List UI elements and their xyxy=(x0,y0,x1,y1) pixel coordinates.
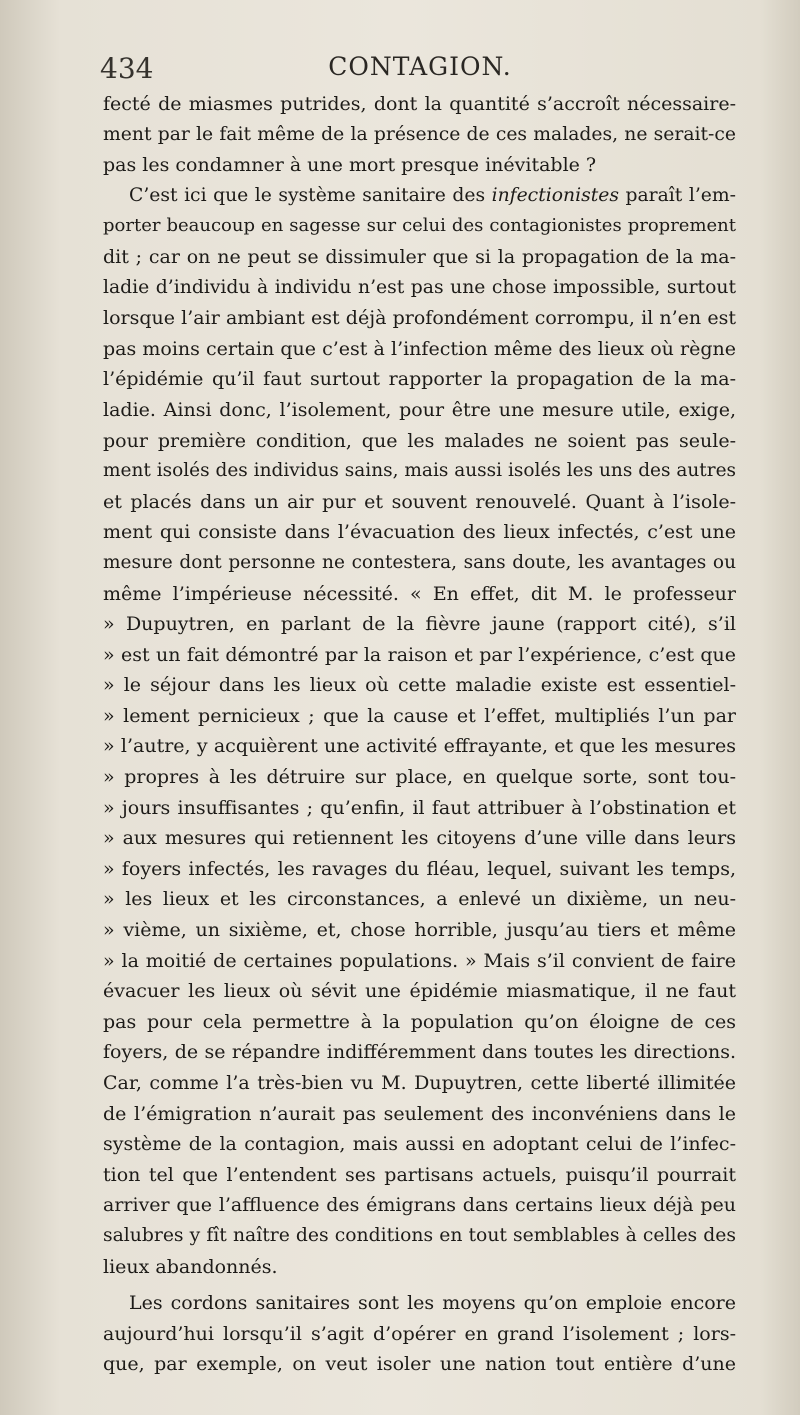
text-line: » vième, un sixième, et, chose horrible, jusqu’au tiers et même xyxy=(103,919,736,942)
text-line: lorsque l’air ambiant est déjà profondément corrompu, il n’en est xyxy=(103,307,736,330)
text-line: Les cordons sanitaires sont les moyens qu’on emploie encore xyxy=(129,1292,736,1315)
text-line: foyers, de se répandre indifféremment dans toutes les directions. xyxy=(103,1041,736,1064)
text-line: » le séjour dans les lieux où cette maladie existe est essentiel- xyxy=(103,674,736,697)
body-text xyxy=(103,89,736,1380)
text-line: Car, comme l’a très-bien vu M. Dupuytren, cette liberté illimitée xyxy=(103,1072,736,1094)
text-line: » est un fait démontré par la raison et par l’expérience, c’est que xyxy=(103,643,736,666)
text-line: » Dupuytren, en parlant de la fièvre jaune (rapport cité), s’il xyxy=(103,613,736,636)
text-line: » les lieux et les circonstances, a enlevé un dixième, un neu- xyxy=(103,888,736,911)
text-line: de l’émigration n’aurait pas seulement des inconvéniens dans le xyxy=(103,1102,736,1125)
text-line: » jours insuffisantes ; qu’enfin, il faut attribuer à l’obstination et xyxy=(103,796,736,819)
text-line: pas pour cela permettre à la population qu’on éloigne de ces xyxy=(103,1010,736,1033)
text-line: et placés dans un air pur et souvent renouvelé. Quant à l’isole- xyxy=(103,490,736,513)
text-line: dit ; car on ne peut se dissimuler que si la propagation de la ma- xyxy=(103,245,736,268)
text-line: même l’impérieuse nécessité. « En effet, dit M. le professeur xyxy=(103,582,736,605)
text-line: ladie d’individu à individu n’est pas une chose impossible, surtout xyxy=(103,276,736,298)
text-line: mesure dont personne ne contestera, sans doute, les avantages ou xyxy=(103,551,736,573)
text-line: » propres à les détruire sur place, en quelque sorte, sont tou- xyxy=(103,766,736,789)
running-title: CONTAGION. xyxy=(328,52,512,81)
text-line: porter beaucoup en sagesse sur celui des contagionistes proprement xyxy=(103,215,736,237)
text-line: » la moitié de certaines populations. » Mais s’il convient de faire xyxy=(103,949,736,972)
text-line: pour première condition, que les malades ne soient pas seule- xyxy=(103,429,736,452)
text-line: évacuer les lieux où sévit une épidémie miasmatique, il ne faut xyxy=(103,980,736,1003)
text-line: ment isolés des individus sains, mais aussi isolés les uns des autres xyxy=(103,460,737,482)
text-line: » lement pernicieux ; que la cause et l’effet, multipliés l’un par xyxy=(103,704,736,727)
text-line: pas moins certain que c’est à l’infection même des lieux où règne xyxy=(103,337,736,360)
text-line: tion tel que l’entendent ses partisans actuels, puisqu’il pourrait xyxy=(103,1163,736,1186)
text-line: fecté de miasmes putrides, dont la quantité s’accroît nécessaire- xyxy=(103,93,736,115)
emphasized-term: infectionistes xyxy=(491,184,619,206)
text-line: pas les condamner à une mort presque inévitable ? xyxy=(103,154,597,177)
text-line: l’épidémie qu’il faut surtout rapporter la propagation de la ma- xyxy=(103,368,736,391)
text-line: aujourd’hui lorsqu’il s’agit d’opérer en grand l’isolement ; lors- xyxy=(103,1322,736,1345)
text-line: salubres y fît naître des conditions en tout semblables à celles des xyxy=(103,1224,736,1246)
text-line: » foyers infectés, les ravages du fléau, lequel, suivant les temps, xyxy=(103,857,736,880)
text-line: » aux mesures qui retiennent les citoyens d’une ville dans leurs xyxy=(103,827,736,850)
text-line: lieux abandonnés. xyxy=(103,1255,278,1278)
text-line: C’est ici que le système sanitaire des infectionistes paraît l’em- xyxy=(129,184,737,206)
text-line: système de la contagion, mais aussi en adoptant celui de l’infec- xyxy=(103,1133,736,1156)
text-line: » l’autre, y acquièrent une activité effrayante, et que les mesures xyxy=(103,735,736,758)
page-header xyxy=(100,52,740,92)
text-line: ment qui consiste dans l’évacuation des lieux infectés, c’est une xyxy=(103,521,736,544)
text-line: ladie. Ainsi donc, l’isolement, pour être une mesure utile, exige, xyxy=(103,398,736,421)
text-line: ment par le fait même de la présence de ces malades, ne serait-ce xyxy=(103,123,736,145)
text-line: arriver que l’affluence des émigrans dans certains lieux déjà peu xyxy=(103,1194,736,1217)
page-number: 434 xyxy=(100,52,154,85)
text-line: que, par exemple, on veut isoler une nation tout entière d’une xyxy=(103,1353,736,1376)
